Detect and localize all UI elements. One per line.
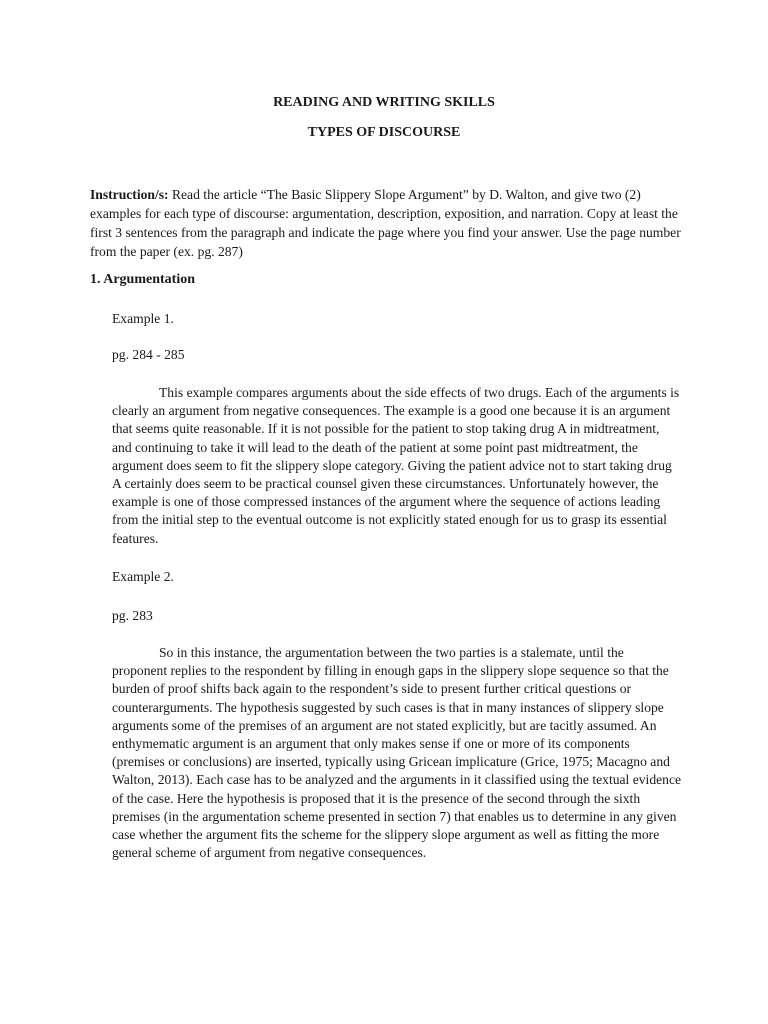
example-2-page: pg. 283 [112, 608, 153, 623]
example-2-label: Example 2. [112, 569, 174, 584]
instructions-label: Instruction/s: [90, 187, 169, 202]
example-1-paragraph: This example compares arguments about the side effects of two drugs. Each of the arguments is clearly an argument from negative consequences. The example is a good one because it is an argument that seems quite reasonable. If it is not possible for the patient to stop taking drug A in midtreatment, and continuing to take it will lead to the death of the patient at some point past midtreatment, the argument does seem to fit the slippery slope category. Giving the patient advice not to start taking drug A certainly does seem to be practical counsel given these circumstances. Unfortunately however, the example is one of those compressed instances of the argument where the sequence of actions leading from the initial step to the eventual outcome is not explicitly stated enough for us to grasp its essential features. [112, 385, 680, 546]
instructions-text: Read the article “The Basic Slippery Slope Argument” by D. Walton, and give two (2) examples for each type of discourse: argumentation, description, exposition, and narration. Copy at least the first 3 sentences from the paragraph and indicate the page where you find your answer. Use the page number from the paper (ex. pg. 287) [90, 187, 681, 259]
example-1-page: pg. 284 - 285 [112, 347, 185, 362]
document-subtitle: TYPES OF DISCOURSE [307, 125, 461, 140]
instructions [90, 185, 686, 261]
example-1-label: Example 1. [112, 311, 174, 326]
example-2-paragraph: So in this instance, the argumentation between the two parties is a stalemate, until the proponent replies to the respondent by filling in enough gaps in the slippery slope sequence so that the burden of proof shifts back again to the respondent’s side to present further critical questions or counterarguments. The hypothesis suggested by such cases is that in many instances of slippery slope arguments some of the premises of an argument are not stated explicitly, but are tacitly assumed. An enthymematic argument is an argument that only makes sense if one or more of its components (premises or conclusions) are inserted, typically using Gricean implicature (Grice, 1975; Macagno and Walton, 2013). Each case has to be analyzed and the arguments in it classified using the textual evidence of the case. Here the hypothesis is proposed that it is the presence of the second through the sixth premises (in the argumentation scheme presented in section 7) that enables us to determine in any given case whether the argument fits the scheme for the slippery slope argument as well as fitting the more general scheme of argument from negative consequences. [112, 645, 682, 861]
document-title: READING AND WRITING SKILLS [273, 95, 495, 110]
section-heading-argumentation: 1. Argumentation [90, 272, 195, 287]
